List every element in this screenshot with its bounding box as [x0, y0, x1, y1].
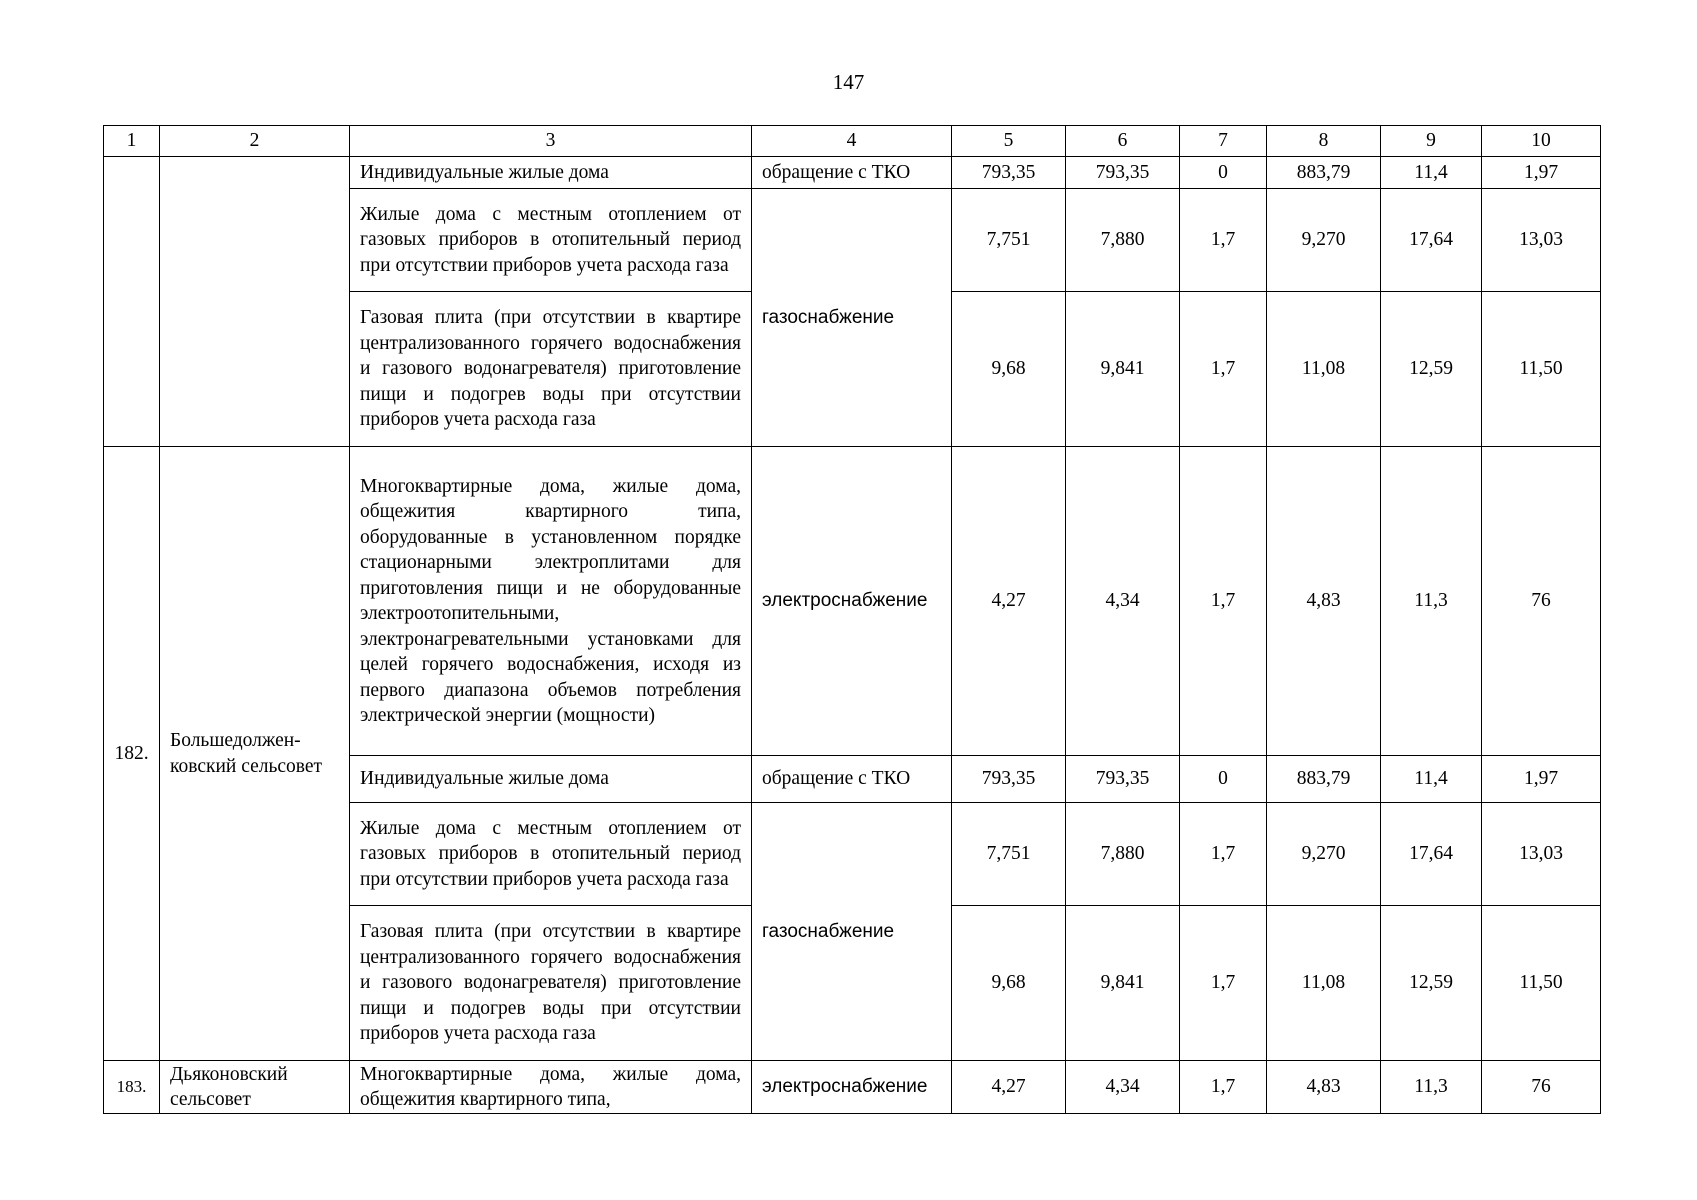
value-cell: 1,97 — [1482, 756, 1601, 803]
value-cell: 1,7 — [1180, 189, 1267, 292]
value-cell: 1,97 — [1482, 157, 1601, 189]
header-cell: 3 — [350, 126, 752, 157]
value-cell: 1,7 — [1180, 906, 1267, 1061]
value-cell: 4,83 — [1267, 1061, 1381, 1114]
description-cell: Газовая плита (при отсутствии в квартире централизованного горячего водоснабжения и газового водонагревателя) приготовление пищи и подогрев воды при отсутствии приборов учета расхода газа — [350, 906, 752, 1061]
value-cell: 793,35 — [1066, 756, 1180, 803]
description-cell: Жилые дома с местным отоплением от газовых приборов в отопительный период при отсутствии приборов учета расхода газа — [350, 803, 752, 906]
value-cell: 11,08 — [1267, 292, 1381, 447]
description-cell: Индивидуальные жилые дома — [350, 756, 752, 803]
value-cell: 11,3 — [1381, 447, 1482, 756]
value-cell: 4,27 — [952, 1061, 1066, 1114]
description-cell: Многоквартирные дома, жилые дома, общежития квартирного типа, оборудованные в установленном порядке стационарными электроплитами для приготовления пищи и не оборудованные электроотопительными, электронагревательными установками для целей горячего водоснабжения, исходя из первого диапазона объемов потребления электрической энергии (мощности) — [350, 447, 752, 756]
value-cell: 13,03 — [1482, 803, 1601, 906]
value-cell: 17,64 — [1381, 803, 1482, 906]
value-cell: 9,68 — [952, 292, 1066, 447]
value-cell: 883,79 — [1267, 157, 1381, 189]
header-cell: 6 — [1066, 126, 1180, 157]
category-cell: газоснабжение — [752, 803, 952, 1061]
value-cell: 793,35 — [952, 756, 1066, 803]
description-cell: Многоквартирные дома, жилые дома, общежития квартирного типа, — [350, 1061, 752, 1114]
value-cell: 7,880 — [1066, 189, 1180, 292]
description-cell: Индивидуальные жилые дома — [350, 157, 752, 189]
value-cell: 0 — [1180, 157, 1267, 189]
header-cell: 10 — [1482, 126, 1601, 157]
header-cell: 1 — [104, 126, 160, 157]
value-cell: 17,64 — [1381, 189, 1482, 292]
description-cell: Жилые дома с местным отоплением от газовых приборов в отопительный период при отсутствии приборов учета расхода газа — [350, 189, 752, 292]
value-cell: 11,4 — [1381, 756, 1482, 803]
value-cell: 0 — [1180, 756, 1267, 803]
header-cell: 7 — [1180, 126, 1267, 157]
value-cell: 1,7 — [1180, 447, 1267, 756]
settlement-cell: Дьяконовский сельсовет — [160, 1061, 350, 1114]
value-cell: 9,841 — [1066, 906, 1180, 1061]
header-cell: 9 — [1381, 126, 1482, 157]
table-row — [104, 157, 1601, 189]
header-cell: 4 — [752, 126, 952, 157]
tariff-table — [103, 125, 1601, 1114]
value-cell: 793,35 — [1066, 157, 1180, 189]
page-number: 147 — [832, 70, 865, 94]
category-cell: обращение с ТКО — [752, 157, 952, 189]
value-cell: 1,7 — [1180, 1061, 1267, 1114]
value-cell: 7,880 — [1066, 803, 1180, 906]
value-cell: 7,751 — [952, 189, 1066, 292]
value-cell: 9,270 — [1267, 189, 1381, 292]
header-row — [104, 126, 1601, 157]
settlement-cell: Большедолжен-ковский сельсовет — [160, 447, 350, 1061]
category-cell: электроснабжение — [752, 447, 952, 756]
value-cell: 12,59 — [1381, 906, 1482, 1061]
settlement-cell — [160, 157, 350, 447]
value-cell: 4,83 — [1267, 447, 1381, 756]
value-cell: 76 — [1482, 1061, 1601, 1114]
value-cell: 12,59 — [1381, 292, 1482, 447]
value-cell: 11,4 — [1381, 157, 1482, 189]
row-number-cell: 183. — [104, 1061, 160, 1114]
category-cell: обращение с ТКО — [752, 756, 952, 803]
category-cell: электроснабжение — [752, 1061, 952, 1114]
value-cell: 11,08 — [1267, 906, 1381, 1061]
value-cell: 1,7 — [1180, 292, 1267, 447]
value-cell: 9,841 — [1066, 292, 1180, 447]
row-number-cell: 182. — [104, 447, 160, 1061]
value-cell: 11,50 — [1482, 906, 1601, 1061]
value-cell: 9,68 — [952, 906, 1066, 1061]
table-row — [104, 447, 1601, 756]
value-cell: 1,7 — [1180, 803, 1267, 906]
description-cell: Газовая плита (при отсутствии в квартире централизованного горячего водоснабжения и газового водонагревателя) приготовление пищи и подогрев воды при отсутствии приборов учета расхода газа — [350, 292, 752, 447]
value-cell: 11,50 — [1482, 292, 1601, 447]
header-cell: 2 — [160, 126, 350, 157]
value-cell: 4,27 — [952, 447, 1066, 756]
header-cell: 8 — [1267, 126, 1381, 157]
value-cell: 11,3 — [1381, 1061, 1482, 1114]
category-cell: газоснабжение — [752, 189, 952, 447]
value-cell: 7,751 — [952, 803, 1066, 906]
value-cell: 883,79 — [1267, 756, 1381, 803]
value-cell: 793,35 — [952, 157, 1066, 189]
row-number-cell — [104, 157, 160, 447]
value-cell: 9,270 — [1267, 803, 1381, 906]
header-cell: 5 — [952, 126, 1066, 157]
value-cell: 13,03 — [1482, 189, 1601, 292]
value-cell: 76 — [1482, 447, 1601, 756]
value-cell: 4,34 — [1066, 1061, 1180, 1114]
value-cell: 4,34 — [1066, 447, 1180, 756]
table-row — [104, 1061, 1601, 1114]
